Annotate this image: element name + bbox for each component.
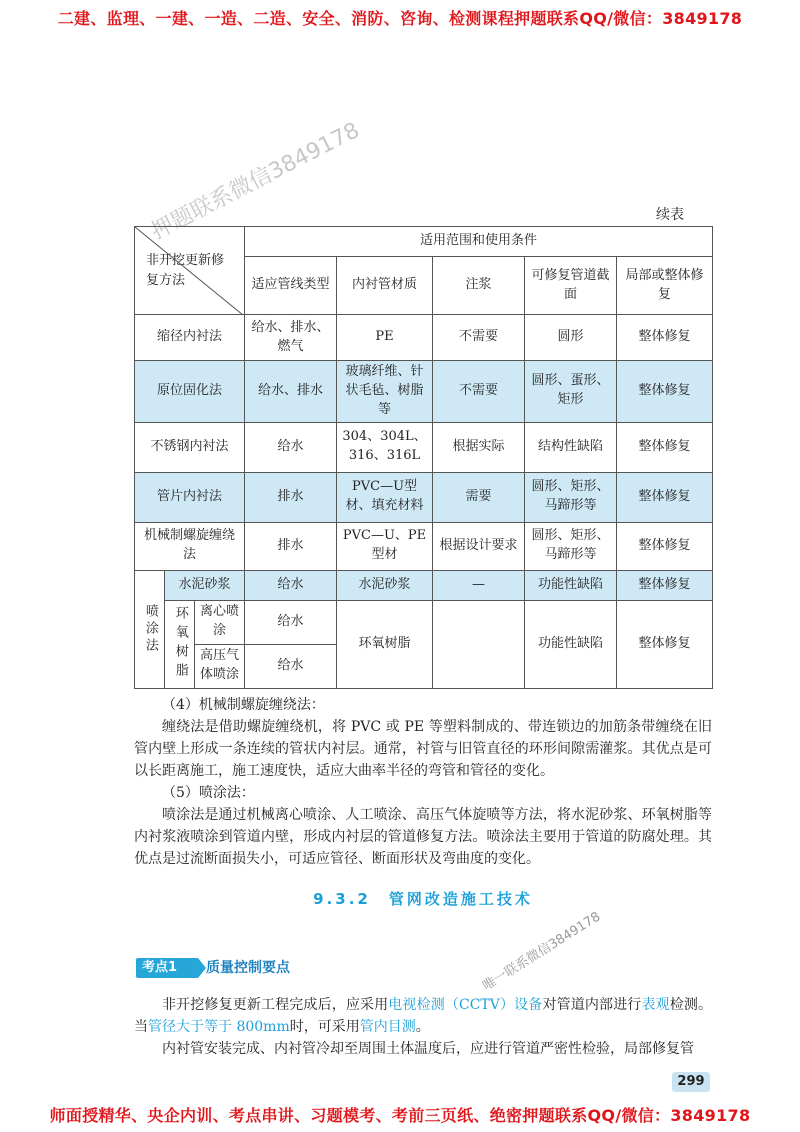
cell: 结构性缺陷 (525, 422, 617, 472)
cell: 需要 (433, 472, 525, 522)
text-run: 时，可采用 (289, 1019, 360, 1035)
cell: PE (337, 315, 433, 361)
col-header: 注浆 (433, 257, 525, 315)
watermark-small: 唯一联系微信3849178 (480, 909, 604, 995)
col-header: 局部或整体修复 (617, 257, 713, 315)
table-row (135, 570, 713, 600)
cell: 整体修复 (617, 600, 713, 688)
table-row (135, 361, 713, 423)
cell: 圆形 (525, 315, 617, 361)
cell: 原位固化法 (135, 361, 245, 423)
spray-label: 喷涂法 (135, 570, 165, 688)
section-5-heading: （5）喷涂法： (162, 785, 255, 801)
bottom-banner: 师面授精华、央企内训、考点串讲、习题模考、考前三页纸、绝密押题联系QQ/微信：3849178 (49, 1106, 751, 1125)
col-header: 可修复管道截面 (525, 257, 617, 315)
cell: 整体修复 (617, 522, 713, 570)
table-corner-header (135, 227, 245, 315)
cell: 排水 (245, 472, 337, 522)
highlight-run: 管径大于等于 800mm (148, 1019, 290, 1035)
cell: PVC—U、PE型材 (337, 522, 433, 570)
cell (433, 600, 525, 688)
table-row (135, 472, 713, 522)
col-header: 内衬管材质 (337, 257, 433, 315)
cell: 圆形、矩形、马蹄形等 (525, 472, 617, 522)
table-row (135, 422, 713, 472)
group-header: 适用范围和使用条件 (245, 227, 713, 257)
epoxy-label: 环氧树脂 (165, 600, 195, 688)
cell: 圆形、矩形、马蹄形等 (525, 522, 617, 570)
diagonal-line-icon (135, 227, 243, 315)
cell: 不需要 (433, 361, 525, 423)
cell: 功能性缺陷 (525, 600, 617, 688)
cell: 给水 (245, 644, 337, 688)
cell: 不锈钢内衬法 (135, 422, 245, 472)
cell: 功能性缺陷 (525, 570, 617, 600)
repair-methods-table (134, 226, 713, 689)
cell: 环氧树脂 (337, 600, 433, 688)
cell: 整体修复 (617, 315, 713, 361)
cell: 整体修复 (617, 422, 713, 472)
quality-paragraph-1 (134, 994, 712, 1038)
cell: 高压气体喷涂 (195, 644, 245, 688)
cell: 整体修复 (617, 361, 713, 423)
text-run: 对管道内部进行 (542, 997, 642, 1013)
section-4-body: 缠绕法是借助螺旋缠绕机，将 PVC 或 PE 等塑料制成的、带连锁边的加筋条带缠绕在旧管内壁上形成一条连续的管状内衬层。通常，衬管与旧管直径的环形间隙需灌浆。其优点是可以长距离施工，施工速度快，适应大曲率半径的弯管和管径的变化。 (134, 719, 712, 779)
cell: 水泥砂浆 (337, 570, 433, 600)
cell: 离心喷涂 (195, 600, 245, 644)
cell: PVC—U型材、填充材料 (337, 472, 433, 522)
section-title: 9.3.2 管网改造施工技术 (313, 890, 533, 908)
key-point-title: 质量控制要点 (206, 960, 290, 976)
cell: — (433, 570, 525, 600)
table-row (135, 522, 713, 570)
table-row (135, 315, 713, 361)
key-point-tag: 考点1 (136, 958, 198, 978)
cell: 给水 (245, 422, 337, 472)
cell: 给水 (245, 570, 337, 600)
section-4-heading: （4）机械制螺旋缠绕法： (162, 697, 325, 713)
corner-label: 非开挖更新修复方法 (146, 253, 225, 288)
cell: 给水、排水 (245, 361, 337, 423)
cell: 根据设计要求 (433, 522, 525, 570)
text-run: 非开挖修复更新工程完成后，应采用 (162, 997, 389, 1013)
cell: 整体修复 (617, 472, 713, 522)
cell: 玻璃纤维、针状毛毡、树脂等 (337, 361, 433, 423)
cell: 根据实际 (433, 422, 525, 472)
page-number: 299 (672, 1072, 710, 1092)
cell: 管片内衬法 (135, 472, 245, 522)
cell: 机械制螺旋缠绕法 (135, 522, 245, 570)
cell: 304、304L、316、316L (337, 422, 433, 472)
watermark-diagonal: 押题联系微信3849178 (147, 118, 364, 245)
text-run: 。 (415, 1019, 430, 1035)
top-banner: 二建、监理、一建、一造、二造、安全、消防、咨询、检测课程押题联系QQ/微信：3849178 (57, 9, 743, 28)
continued-label: 续表 (656, 207, 684, 223)
col-header: 适应管线类型 (245, 257, 337, 315)
highlight-run: 管内目测 (359, 1019, 416, 1035)
cell: 水泥砂浆 (165, 570, 245, 600)
text-run: 检测。当 (134, 997, 713, 1035)
cell: 圆形、蛋形、矩形 (525, 361, 617, 423)
cell: 整体修复 (617, 570, 713, 600)
quality-paragraph-2: 内衬管安装完成、内衬管冷却至周围土体温度后，应进行管道严密性检验，局部修复管 (162, 1041, 694, 1057)
cell: 排水 (245, 522, 337, 570)
cell: 不需要 (433, 315, 525, 361)
highlight-run: 表观 (641, 997, 670, 1013)
cell: 给水、排水、燃气 (245, 315, 337, 361)
section-5-body: 喷涂法是通过机械离心喷涂、人工喷涂、高压气体旋喷等方法，将水泥砂浆、环氧树脂等内衬浆液喷涂到管道内壁，形成内衬层的管道修复方法。喷涂法主要用于管道的防腐处理。其优点是过流断面损失小，可适应管径、断面形状及弯曲度的变化。 (134, 807, 712, 867)
cell: 缩径内衬法 (135, 315, 245, 361)
table-row (135, 600, 713, 644)
highlight-run: 电视检测（CCTV）设备 (388, 997, 543, 1013)
cell: 给水 (245, 600, 337, 644)
